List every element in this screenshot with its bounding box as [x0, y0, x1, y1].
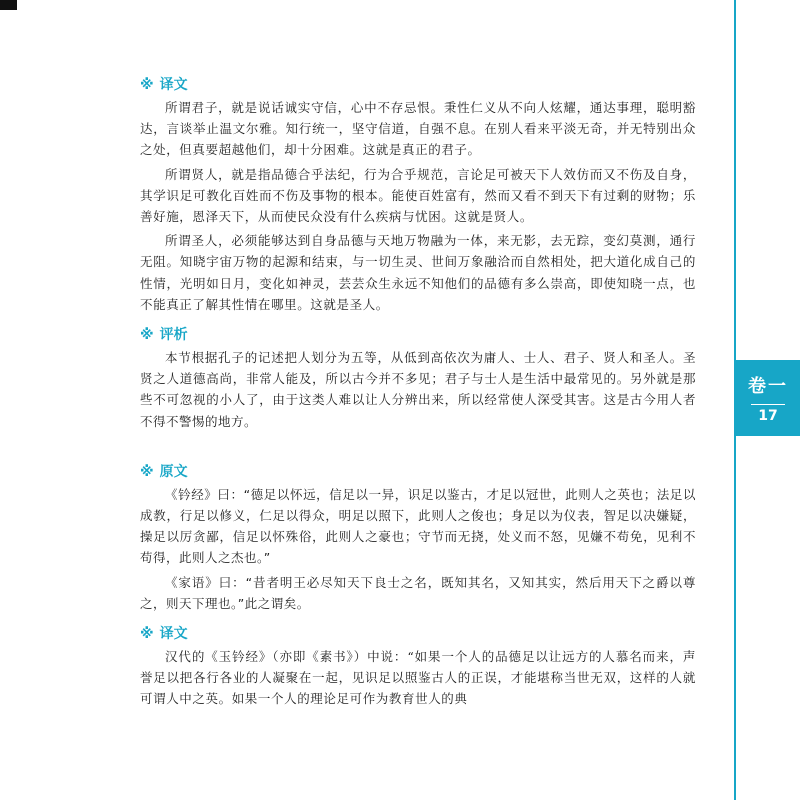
chapter-title: [140, 442, 696, 461]
paragraph: 本节根据孔子的记述把人划分为五等，从低到高依次为庸人、士人、君子、贤人和圣人。圣贤之人道德高尚，非常人能及，所以古今并不多见；君子与士人是生活中最常见的。另外就是那些不可忽视的小人了，由于这类人难以让人分辨出来，所以经常使人深受其害。这是古今用人者不得不警惕的地方。: [140, 350, 696, 429]
paragraph: 《家语》曰：“昔者明王必尽知天下良士之名，既知其名，又知其实，然后用天下之爵以尊之，则天下理也。”此之谓矣。: [140, 574, 696, 611]
paragraph: 汉代的《玉钤经》（亦即《素书》）中说：“如果一个人的品德足以让远方的人慕名而来，声誉足以把各行各业的人凝聚在一起，见识足以照鉴古人的正误，才能堪称当世无双，这样的人就可谓人中之英。如果一个人的理论足可作为教育世人的典: [140, 649, 696, 707]
page-number: 17: [758, 408, 778, 424]
paragraph: 所谓君子，就是说话诚实守信，心中不存忌恨。秉性仁义从不向人炫耀，通达事理，聪明豁达，言谈举止温文尔雅。知行统一，坚守信道，自强不息。在别人看来平淡无奇，并无特别出众之处，但真要超越他们，却十分困难。这就是真正的君子。: [140, 100, 696, 158]
paragraph: 所谓圣人，必须能够达到自身品德与天地万物融为一体，来无影，去无踪，变幻莫测，通行无阻。知晓宇宙万物的起源和结束，与一切生灵、世间万象融洽而自然相处，把大道化成自己的性情，光明如日月，变化如神灵，芸芸众生永远不知他们的品德有多么崇高，即使知晓一点，也不能真正了解其性情在哪里。这就是圣人。: [140, 233, 696, 312]
section-heading-translation-1: ※ 译文: [140, 77, 188, 93]
reference-mark-icon: ※: [140, 626, 154, 643]
reference-mark-icon: ※: [140, 77, 154, 93]
section-heading-translation-2: ※ 译文: [140, 626, 188, 643]
page-body: [140, 76, 696, 713]
paragraph: 《钤经》曰：“德足以怀远，信足以一异，识足以鉴古，才足以冠世，此则人之英也；法足以成教，行足以修义，仁足以得众，明足以照下，此则人之俊也；身足以为仪表，智足以决嫌疑，操足以厉贪鄙，信足以怀殊俗，此则人之豪也；守节而无挠，处义而不怒，见嫌不苟免，见利不苟得，此则人之杰也。”: [140, 486, 696, 566]
reference-mark-icon: ※: [140, 463, 154, 480]
reference-mark-icon: ※: [140, 327, 154, 344]
section-heading-analysis: ※ 评析: [140, 327, 188, 344]
chapter-tab: [736, 360, 800, 436]
section-heading-original: ※ 原文: [140, 463, 188, 480]
paragraph: 所谓贤人，就是指品德合乎法纪，行为合乎规范，言论足可被天下人效仿而又不伤及自身，其学识足可教化百姓而不伤及事物的根本。能使百姓富有，然而又看不到天下有过剩的财物；乐善好施，恩泽天下，从而使民众没有什么疾病与忧困。这就是贤人。: [140, 166, 696, 225]
corner-mark: [0, 0, 17, 10]
tab-divider: [751, 404, 785, 405]
chapter-label: 卷一: [748, 376, 788, 397]
